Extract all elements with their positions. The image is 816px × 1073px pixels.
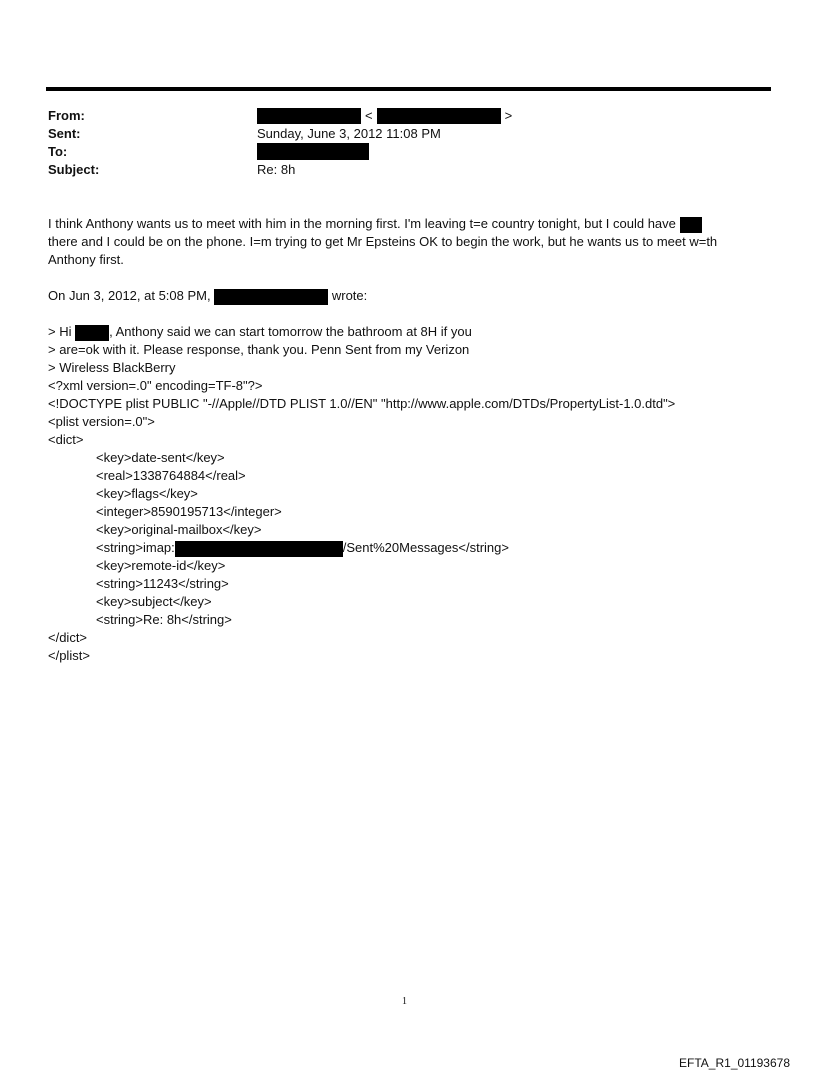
- page-number: 1: [402, 996, 407, 1007]
- redacted-sender-name: [257, 108, 361, 124]
- plist-open: <plist version=.0">: [48, 414, 155, 429]
- quoted-line-1: > Hi , Anthony said we can start tomorrow the bathroom at 8H if you: [48, 324, 472, 339]
- from-value: [257, 107, 516, 125]
- plist-close: </plist>: [48, 648, 90, 663]
- plist-dict-open: <dict>: [48, 432, 84, 447]
- quoted-line-3: > Wireless BlackBerry: [48, 360, 176, 375]
- from-label: From:: [48, 108, 85, 123]
- redacted-recipient: [257, 143, 369, 160]
- message-line-1: I think Anthony wants us to meet with him in the morning first. I'm leaving t=e country tonight, but I could have: [48, 215, 788, 233]
- plist-doctype: <!DOCTYPE plist PUBLIC "-//Apple//DTD PLIST 1.0//EN" "http://www.apple.com/DTDs/PropertyList-1.0.dtd">: [48, 396, 676, 411]
- plist-key-subject: <key>subject</key>: [96, 594, 212, 609]
- quoted-line-2: > are=ok with it. Please response, thank you. Penn Sent from my Verizon: [48, 342, 470, 357]
- plist-value-subject: <string>Re: 8h</string>: [96, 612, 232, 627]
- bates-number: EFTA_R1_01193678: [679, 1056, 790, 1070]
- plist-dict-close: </dict>: [48, 630, 88, 645]
- from-lt: <: [365, 108, 373, 123]
- subject-label: Subject:: [48, 162, 100, 177]
- plist-value-mailbox: <string>imap: /Sent%20Messages</string>: [96, 540, 509, 555]
- plist-xml-decl: <?xml version=.0" encoding=TF-8"?>: [48, 378, 263, 393]
- to-label: To:: [48, 144, 68, 159]
- plist-key-flags: <key>flags</key>: [96, 486, 198, 501]
- message-line-3: Anthony first.: [48, 252, 124, 267]
- message-line-2: there and I could be on the phone. I=m trying to get Mr Epsteins OK to begin the work, but he wants us to meet w=th: [48, 234, 718, 249]
- redacted-sender-email: [377, 108, 501, 124]
- plist-key-remote-id: <key>remote-id</key>: [96, 558, 226, 573]
- plist-value-remote-id: <string>11243</string>: [96, 576, 229, 591]
- message-body: [48, 215, 788, 665]
- quote-intro: On Jun 3, 2012, at 5:08 PM, wrote:: [48, 288, 368, 303]
- redacted-quoted-sender: [214, 289, 328, 305]
- redacted-name: [680, 217, 702, 233]
- to-value: [257, 143, 369, 160]
- redacted-greeting-name: [75, 325, 109, 341]
- sent-value: Sunday, June 3, 2012 11:08 PM: [257, 126, 441, 141]
- redacted-mailbox-host: [175, 541, 343, 557]
- sent-label: Sent:: [48, 126, 81, 141]
- header-divider: [46, 87, 771, 91]
- plist-key-mailbox: <key>original-mailbox</key>: [96, 522, 262, 537]
- from-gt: >: [504, 108, 513, 123]
- plist-value-date-sent: <real>1338764884</real>: [96, 468, 246, 483]
- subject-value: Re: 8h: [257, 162, 296, 177]
- plist-value-flags: <integer>8590195713</integer>: [96, 504, 282, 519]
- plist-key-date-sent: <key>date-sent</key>: [96, 450, 225, 465]
